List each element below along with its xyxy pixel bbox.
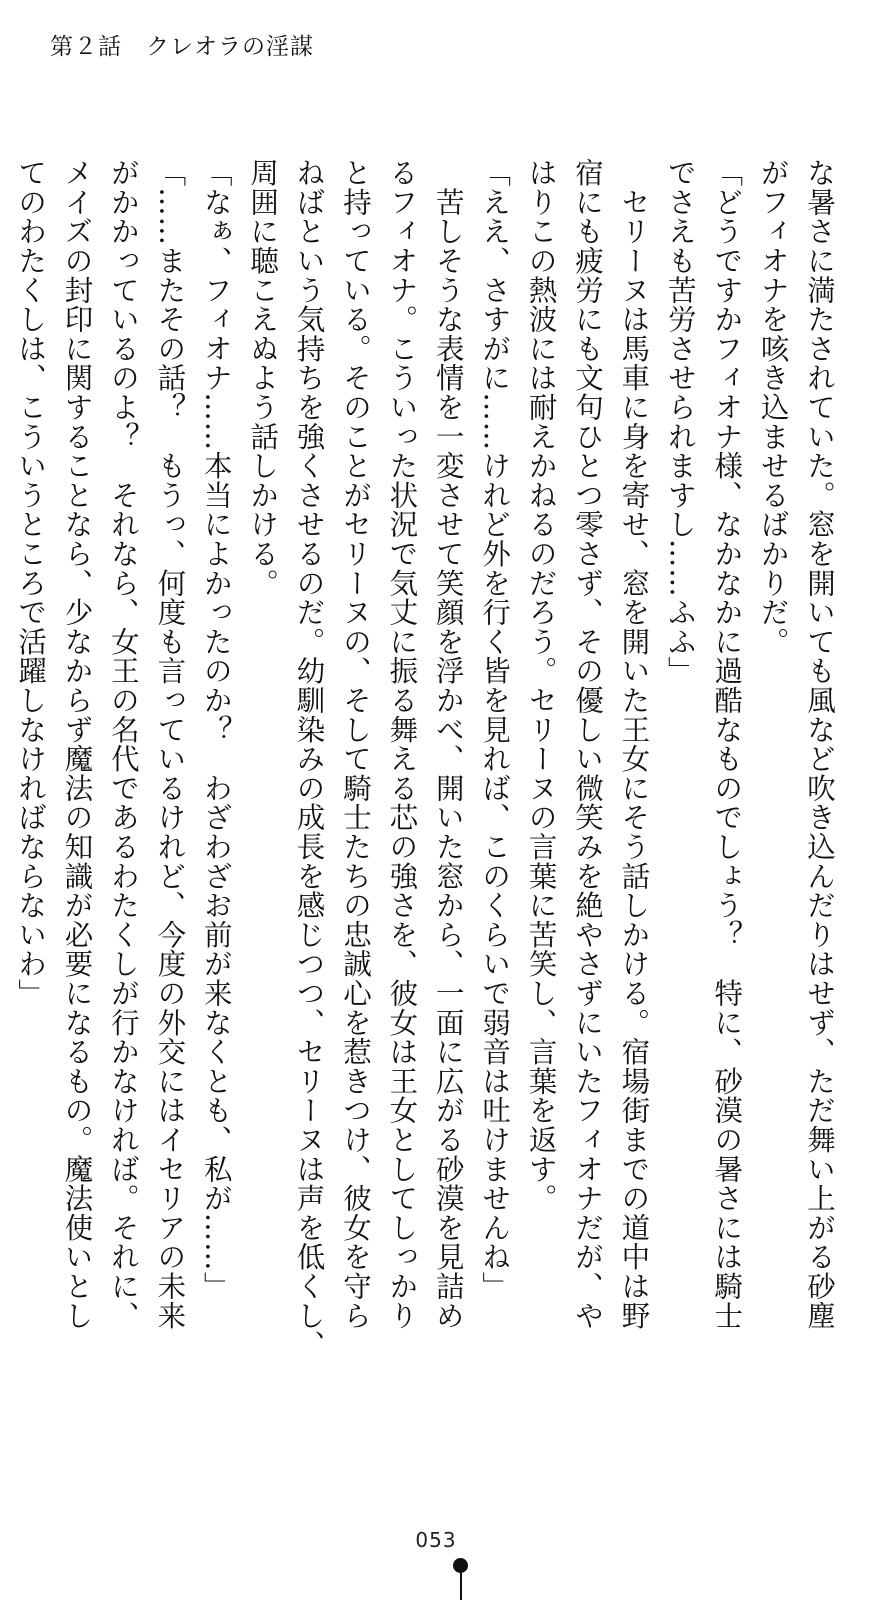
text-line: がフィオナを咳き込ませるばかりだ。 <box>756 158 790 657</box>
body-text <box>14 158 842 1360</box>
page-marker-dot <box>453 1558 468 1573</box>
text-line: 「どうですかフィオナ様、なかなかに過酷なものでしょう？ 特に、砂漠の暑さには騎士 <box>710 158 744 1330</box>
chapter-title: 第２話 クレオラの淫謀 <box>50 34 314 60</box>
page-marker-stem <box>460 1572 462 1600</box>
text-line: メイズの封印に関することなら、少なからず魔法の知識が必要になるもの。魔法使いとし <box>60 158 94 1330</box>
text-line: がかかっているのよ？ それなら、女王の名代であるわたくしが行かなければ。それに、 <box>106 158 140 1330</box>
text-line: 周囲に聴こえぬよう話しかける。 <box>246 158 280 598</box>
text-line: 「……またその話？ もうっ、何度も言っているけれど、今度の外交にはイセリアの未来 <box>153 158 187 1330</box>
text-line: ねばという気持ちを強くさせるのだ。幼馴染みの成長を感じつつ、セリーヌは声を低くし、 <box>292 158 326 1360</box>
page-number: 053 <box>415 1528 457 1552</box>
text-line: セリーヌは馬車に身を寄せ、窓を開いた王女にそう話しかける。宿場街までの道中は野 <box>617 158 651 1330</box>
page-marker-icon <box>453 1558 469 1600</box>
text-line: てのわたくしは、こういうところで活躍しなければならないわ」 <box>14 158 48 1008</box>
text-line: でさえも苦労させられますし……ふふ」 <box>663 158 697 686</box>
text-line: 「なぁ、フィオナ……本当によかったのか？ わざわざお前が来なくとも、私が……」 <box>199 158 233 1301</box>
text-line: な暑さに満たされていた。窓を開いても風など吹き込んだりはせず、ただ舞い上がる砂塵 <box>803 158 836 1330</box>
text-line: はりこの熱波には耐えかねるのだろう。セリーヌの言葉に苦笑し、言葉を返す。 <box>524 158 558 1213</box>
text-line: るフィオナ。こういった状況で気丈に振る舞える芯の強さを、彼女は王女としてしっかり <box>385 158 419 1330</box>
text-line: 宿にも疲労にも文句ひとつ零さず、その優しい微笑みを絶やさずにいたフィオナだが、や <box>570 158 604 1330</box>
text-line: 「ええ、さすがに……けれど外を行く皆を見れば、このくらいで弱音は吐けませんね」 <box>478 158 512 1301</box>
text-line: と持っている。そのことがセリーヌの、そして騎士たちの忠誠心を惹きつけ、彼女を守ら <box>338 158 372 1330</box>
text-line: 苦しそうな表情を一変させて笑顔を浮かべ、開いた窓から、一面に広がる砂漠を見詰め <box>431 158 465 1330</box>
